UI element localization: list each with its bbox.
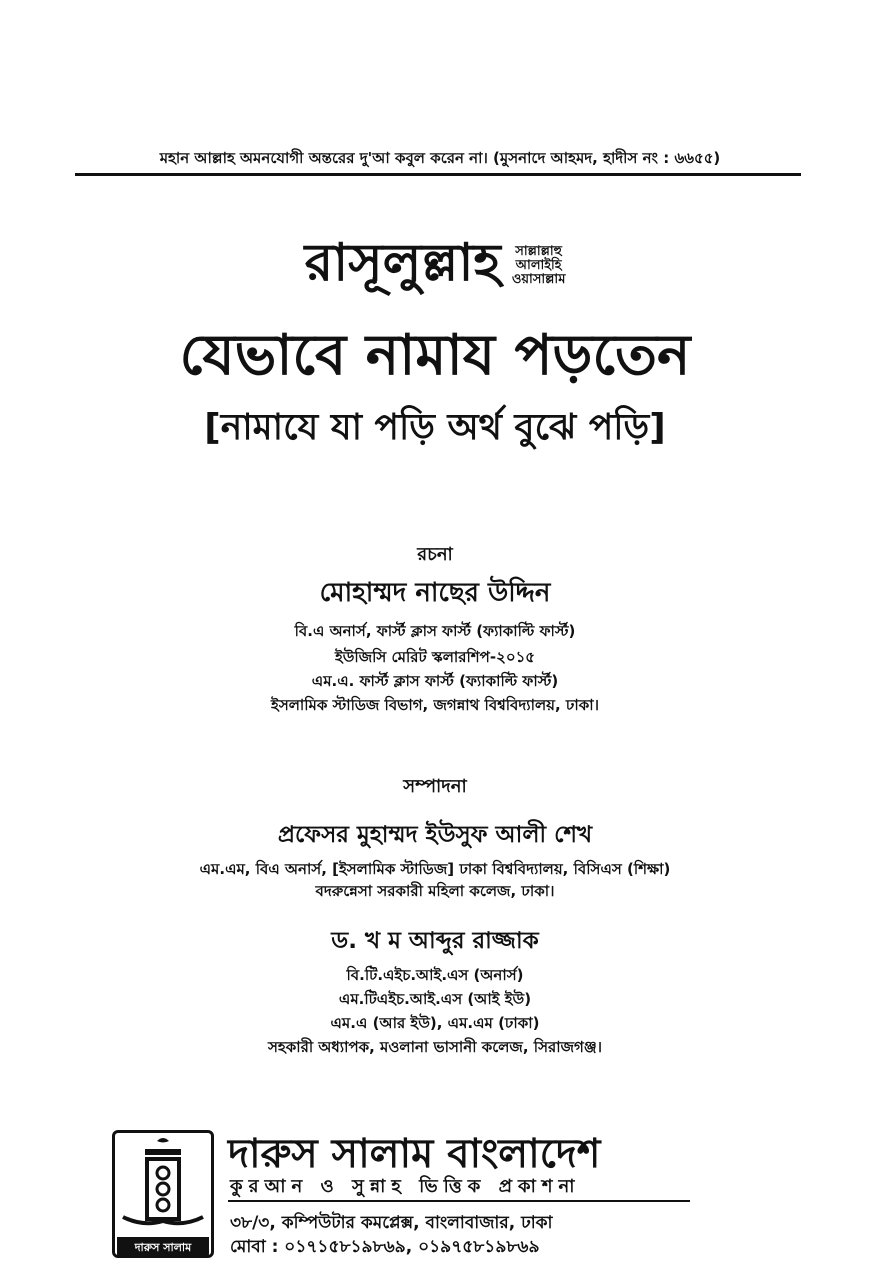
publisher-logo [112,1130,214,1258]
honorific-mark [512,245,566,287]
honorific-line: ওয়াসাল্লাম [511,271,566,287]
editor2-credential: বি.টি.এইচ.আই.এস (অনার্স) [346,966,524,984]
editor2-name: ড. খ ম আব্দুর রাজ্জাক [331,928,539,954]
honorific-line: আলাইহি [515,257,562,273]
editor1-name: প্রফেসর মুহাম্মদ ইউসুফ আলী শেখ [277,822,593,848]
author-credential: বি.এ অনার্স, ফার্স্ট ক্লাস ফার্স্ট (ফ্যাকাল্টি ফার্স্ট) [294,622,576,640]
logo-text: দারুস সালাম [134,1241,192,1254]
honorific-line: সাল্লাল্লাহু [515,243,562,259]
book-tagline: [নামাযে যা পড়ি অর্থ বুঝে পড়ি] [204,407,666,448]
editing-heading: সম্পাদনা [403,776,467,797]
editor1-credential: এম.এম, বিএ অনার্স, [ইসলামিক স্টাডিজ] ঢাকা বিশ্ববিদ্যালয়, বিসিএস (শিক্ষা) [199,860,671,878]
publisher-phone: মোবা : ০১৭১৫৮১৯৮৬৯, ০১৯৭৫৮১৯৮৬৯ [230,1237,540,1257]
top-quote: মহান আল্লাহ অমনযোগী অন্তরের দু'আ কবুল করেন না। (মুসনাদে আহমদ, হাদীস নং : ৬৬৫৫) [159,149,721,167]
editor1-credential: বদরুন্নেসা সরকারী মহিলা কলেজ, ঢাকা। [315,882,555,900]
publisher-block [112,1128,692,1258]
publisher-tagline: কুরআন ও সুন্নাহ ভিত্তিক প্রকাশনা [230,1176,581,1197]
book-stand-icon [115,1133,211,1255]
editor2-credential: এম.এ (আর ইউ), এম.এম (ঢাকা) [330,1014,540,1032]
book-title: রাসূলুল্লাহ [304,233,501,293]
top-divider [75,173,801,176]
author-name: মোহাম্মদ নাছের উদ্দিন [319,578,551,608]
editor2-credential: এম.টিএইচ.আই.এস (আই ইউ) [338,990,532,1008]
publisher-address: ৩৮/৩, কম্পিউটার কমপ্লেক্স, বাংলাবাজার, ঢাকা [230,1213,553,1233]
author-credential: ইসলামিক স্টাডিজ বিভাগ, জগন্নাথ বিশ্ববিদ্যালয়, ঢাকা। [271,696,599,714]
title-row [0,222,870,309]
author-credential: এম.এ. ফার্স্ট ক্লাস ফার্স্ট (ফ্যাকাল্টি ফার্স্ট) [311,672,559,690]
author-credential: ইউজিসি মেরিট স্কলারশিপ-২০১৫ [334,648,536,666]
editor2-credential: সহকারী অধ্যাপক, মওলানা ভাসানী কলেজ, সিরাজগঞ্জ। [267,1038,603,1056]
publisher-divider [228,1200,690,1202]
publisher-name: দারুস সালাম বাংলাদেশ [228,1131,601,1177]
author-heading: রচনা [417,544,453,565]
book-subtitle: যেভাবে নামায পড়তেন [179,323,691,388]
